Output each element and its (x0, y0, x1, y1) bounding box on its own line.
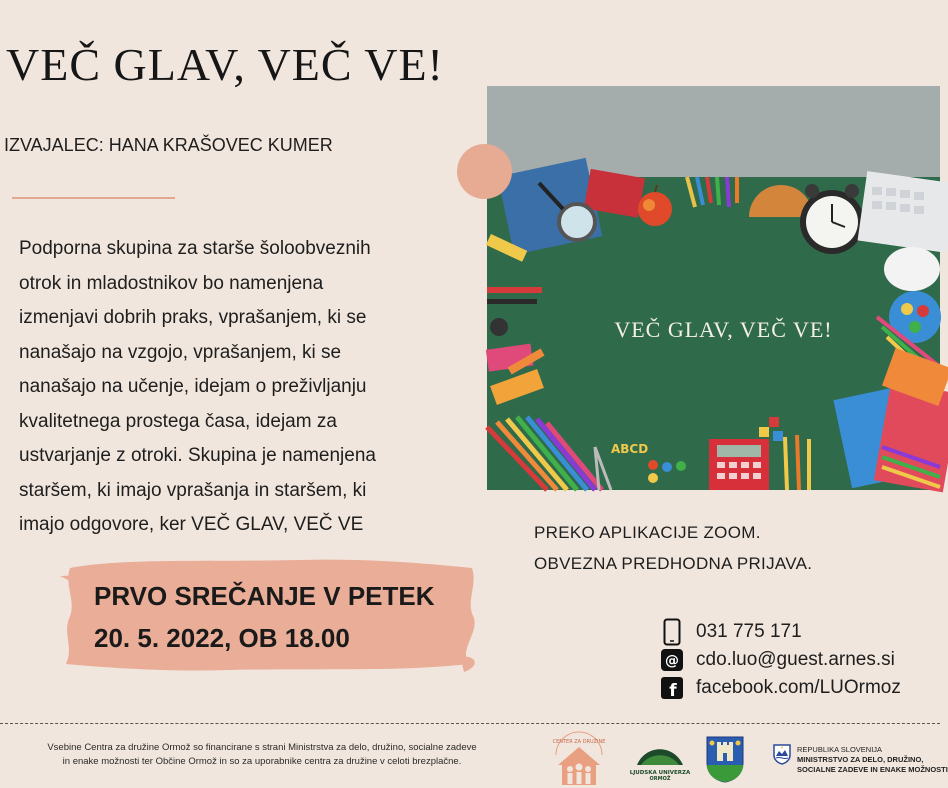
abcd-letters: ABCD (611, 442, 649, 456)
contact-phone (660, 618, 901, 646)
description-line: nanašajo na učenje, idejam o preživljanju (19, 376, 367, 397)
footer-line-2: in enake možnosti ter Občine Ormož in so za uporabnike centra za družine v celoti brezplačne. (62, 756, 462, 767)
contacts (660, 618, 901, 702)
online-line-1: PREKO APLIKACIJE ZOOM. (534, 523, 761, 542)
description-line: staršem, ki imajo vprašanja in staršem, ki (19, 479, 367, 501)
ljudska-univerza-logo (629, 735, 691, 782)
description-line: izmenjavi dobrih praks, vprašanjem, ki se (19, 307, 367, 328)
facebook-link[interactable]: facebook.com/LUOrmoz (696, 677, 901, 698)
description-line: Podporna skupina za starše šoloobveznih (19, 238, 371, 259)
online-line-2: OBVEZNA PREDHODNA PRIJAVA. (534, 554, 813, 573)
footer-text (8, 741, 516, 769)
facebook-icon (660, 676, 684, 700)
contact-facebook (660, 674, 901, 702)
presenter-label: IZVAJALEC: HANA KRAŠOVEC KUMER (4, 135, 333, 155)
footer-divider (0, 723, 940, 724)
description-line: nanašajo na vzgojo, vprašanjem, ki se (19, 341, 342, 363)
luo-line-2: ORMOŽ (649, 776, 671, 782)
svg-text:CENTER ZA DRUŽINE: CENTER ZA DRUŽINE (552, 739, 606, 745)
phone-icon (660, 620, 684, 644)
family-center-logo (548, 731, 610, 787)
slovenia-emblem (770, 743, 794, 765)
photo-grey-band (487, 86, 940, 177)
phone-number[interactable]: 031 775 171 (696, 621, 802, 642)
meeting-date: 20. 5. 2022, OB 18.00 (94, 623, 350, 653)
decorative-circle (457, 144, 512, 199)
meeting-title: PRVO SREČANJE V PETEK (94, 581, 435, 611)
ministry-line-3: SOCIALNE ZADEVE IN ENAKE MOŽNOSTI (797, 765, 948, 774)
description-line: imajo odgovore, ker VEČ GLAV, VEČ VE (19, 514, 364, 535)
svg-text:f: f (669, 681, 677, 701)
ministry-text (797, 745, 948, 775)
ministry-line-2: MINISTRSTVO ZA DELO, DRUŽINO, (797, 755, 924, 764)
email-icon (660, 648, 684, 672)
ministry-line-1: REPUBLIKA SLOVENIJA (797, 745, 883, 754)
school-supplies-photo (487, 177, 940, 490)
photo-caption: VEČ GLAV, VEČ VE! (614, 317, 833, 342)
description-line: otrok in mladostnikov bo namenjena (19, 272, 324, 294)
ormoz-coat-of-arms (705, 735, 745, 783)
description-line: ustvarjanje z otroki. Skupina je namenjena (19, 445, 376, 466)
footer-line-1: Vsebine Centra za družine Ormož so financirane s strani Ministrstva za delo, družino, socialne zadeve (47, 742, 477, 753)
online-info (534, 517, 812, 579)
luo-line-1: LJUDSKA UNIVERZA (629, 770, 691, 776)
meeting-info (94, 575, 435, 659)
page-title: VEČ GLAV, VEČ VE! (6, 39, 444, 90)
description (19, 232, 469, 543)
divider-line (12, 197, 175, 199)
email-address[interactable]: cdo.luo@guest.arnes.si (696, 649, 895, 670)
description-line: kvalitetnega prostega časa, idejam za (19, 410, 337, 432)
svg-text:@: @ (665, 653, 679, 669)
contact-email (660, 646, 901, 674)
